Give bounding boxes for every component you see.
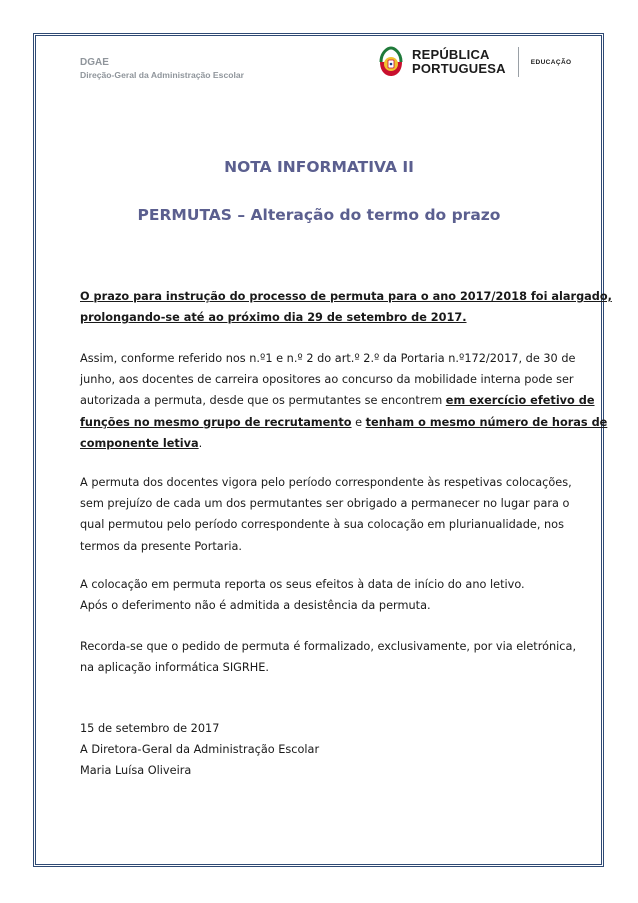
paragraph-line: sem prejuízo de cada um dos permutantes ser obrigado a permanecer no lugar para o (80, 497, 570, 511)
paragraph-application (80, 636, 577, 678)
text-segment: . (198, 436, 203, 450)
paragraph-line: junho, aos docentes de carreira opositores ao concurso da mobilidade interna pode ser (80, 373, 574, 387)
paragraph-line: Recorda-se que o pedido de permuta é formalizado, exclusivamente, por via eletrónica, (80, 640, 577, 653)
paragraph-line: qual permutou pelo período correspondente à sua colocação em plurianualidade, nos (80, 518, 564, 532)
paragraph-line: termos da presente Portaria. (80, 539, 243, 553)
document-title: NOTA INFORMATIVA II (224, 158, 414, 176)
document-subtitle: PERMUTAS – Alteração do termo do prazo (137, 206, 501, 224)
paragraph-line: prolongando-se até ao próximo dia 29 de setembro de 2017. (80, 311, 467, 325)
org-short-name: DGAE (80, 57, 109, 68)
emphasis-text: tenham o mesmo número de horas de (365, 415, 608, 429)
government-logo (378, 44, 572, 80)
paragraph-conditions (80, 348, 608, 454)
paragraph-deadline (80, 286, 612, 328)
text-segment: e (351, 415, 366, 429)
paragraph-line: A colocação em permuta reporta os seus efeitos à data de início do ano letivo. (80, 578, 525, 591)
portuguese-coat-of-arms-icon (378, 46, 404, 78)
republic-wordmark (412, 48, 506, 76)
ministry-name: EDUCAÇÃO (530, 58, 572, 66)
org-full-name: Direção-Geral da Administração Escolar (80, 70, 244, 80)
signature-date: 15 de setembro de 2017 (80, 722, 220, 735)
paragraph-line: na aplicação informática SIGRHE. (80, 661, 269, 675)
paragraph-line: Após o deferimento não é admitida a desistência da permuta. (80, 599, 431, 613)
paragraph-line: O prazo para instrução do processo de permuta para o ano 2017/2018 foi alargado, (80, 290, 612, 303)
republic-line1: REPÚBLICA (412, 47, 490, 62)
dgae-header (80, 57, 244, 81)
emphasis-text: em exercício efetivo de (445, 394, 595, 408)
paragraph-line (80, 390, 595, 411)
emphasis-text: componente letiva (80, 436, 199, 450)
emphasis-text: funções no mesmo grupo de recrutamento (80, 415, 352, 429)
paragraph-duration (80, 472, 572, 557)
signature-block (80, 718, 558, 782)
republic-line2: PORTUGUESA (412, 61, 506, 76)
paragraph-effects (80, 574, 558, 616)
paragraph-line: A permuta dos docentes vigora pelo período correspondente às respetivas colocações, (80, 476, 572, 489)
logo-divider (518, 47, 519, 77)
text-segment: autorizada a permuta, desde que os permutantes se encontrem (80, 394, 446, 408)
paragraph-line (80, 412, 608, 433)
paragraph-line: Assim, conforme referido nos n.º1 e n.º 2 do art.º 2.º da Portaria n.º172/2017, de 30 de (80, 352, 576, 365)
paragraph-line (80, 433, 558, 454)
signature-name: Maria Luísa Oliveira (80, 764, 192, 778)
signature-role: A Diretora-Geral da Administração Escolar (80, 743, 320, 757)
